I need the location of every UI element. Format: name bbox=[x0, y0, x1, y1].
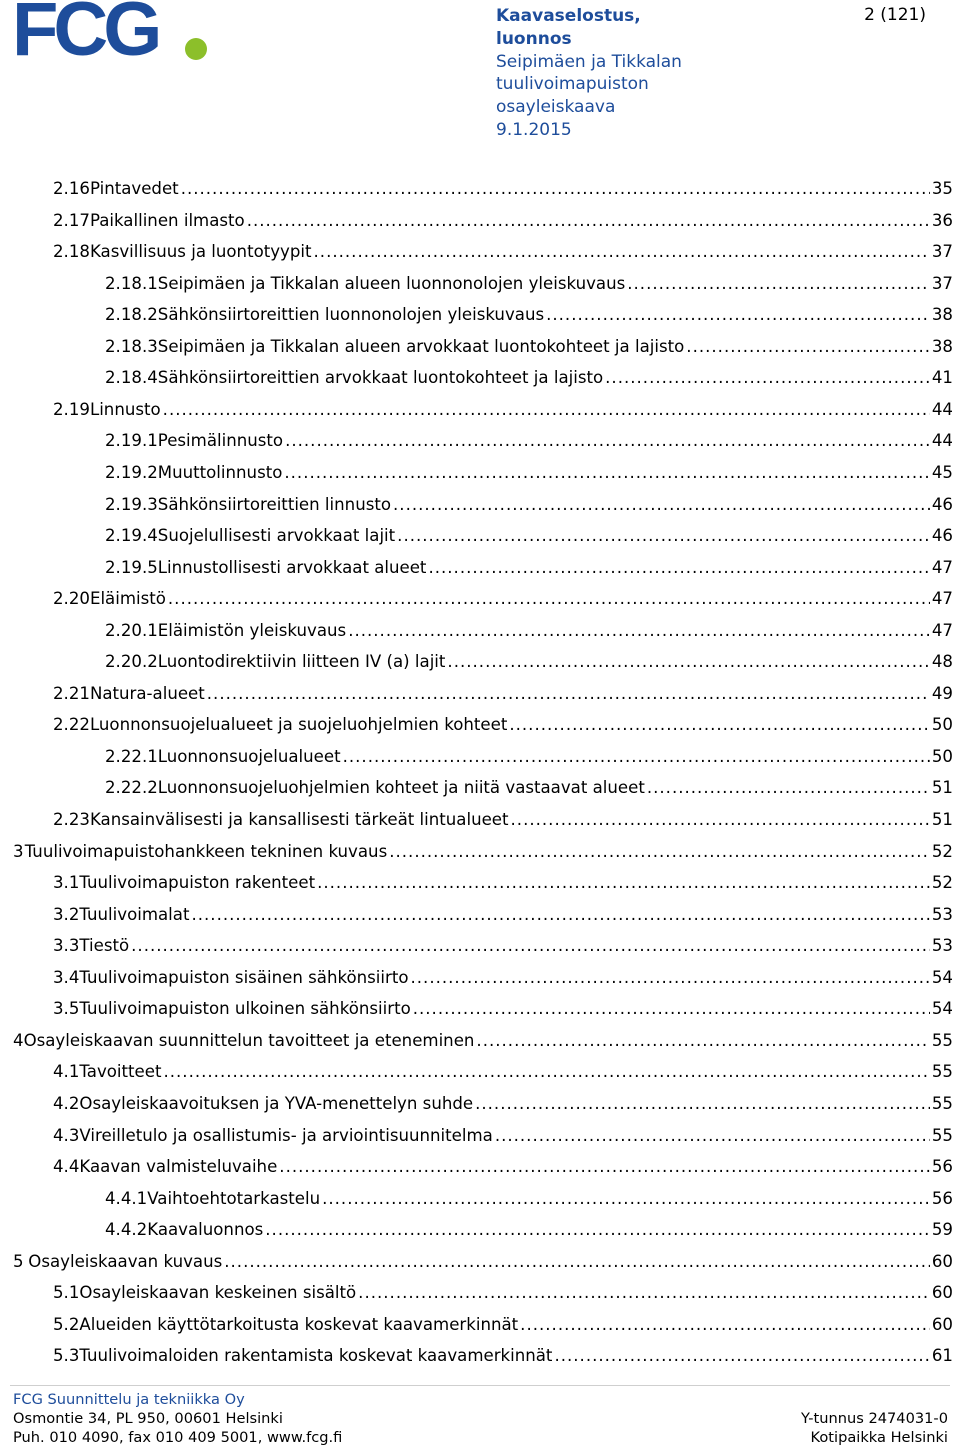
toc-entry-number: 5 bbox=[13, 1251, 24, 1271]
toc-entry[interactable] bbox=[0, 1157, 960, 1187]
toc-dot-leader bbox=[314, 242, 930, 261]
toc-dot-leader bbox=[475, 1094, 930, 1113]
toc-entry[interactable] bbox=[0, 337, 960, 367]
toc-entry-page: 61 bbox=[931, 1346, 953, 1366]
toc-entry-page: 44 bbox=[931, 431, 953, 451]
toc-entry-number: 2.16 bbox=[53, 179, 90, 198]
toc-entry[interactable] bbox=[0, 495, 960, 525]
footer-business-id: Y-tunnus 2474031-0 bbox=[801, 1410, 948, 1427]
toc-entry[interactable] bbox=[0, 873, 960, 903]
footer-address: Osmontie 34, PL 950, 00601 Helsinki bbox=[13, 1410, 283, 1427]
toc-entry-page: 47 bbox=[931, 620, 953, 640]
toc-entry[interactable] bbox=[0, 1283, 960, 1313]
toc-entry-number: 3.1 bbox=[53, 873, 80, 893]
toc-dot-leader bbox=[447, 652, 929, 671]
toc-entry-title: Seipimäen ja Tikkalan alueen arvokkaat luontokohteet ja lajisto bbox=[157, 336, 685, 356]
toc-entry[interactable] bbox=[0, 747, 960, 777]
toc-dot-leader bbox=[476, 1031, 929, 1050]
toc-entry-number: 2.20.1 bbox=[105, 620, 158, 640]
subtitle-line-2: tuulivoimapuiston bbox=[496, 74, 649, 95]
toc-entry-number: 5.2 bbox=[53, 1314, 80, 1334]
page-footer bbox=[13, 1390, 948, 1447]
title-line-2: luonnos bbox=[496, 28, 572, 49]
toc-entry-page: 45 bbox=[931, 462, 953, 482]
toc-dot-leader bbox=[428, 558, 929, 577]
toc-entry-page: 41 bbox=[931, 368, 953, 388]
toc-dot-leader bbox=[163, 1062, 929, 1081]
toc-entry-number: 2.17 bbox=[53, 210, 90, 230]
toc-entry-number: 2.18.2 bbox=[105, 305, 158, 325]
toc-entry-title: Muuttolinnusto bbox=[157, 462, 283, 482]
toc-dot-leader bbox=[284, 463, 930, 482]
toc-entry-page: 52 bbox=[931, 841, 953, 861]
toc-dot-leader bbox=[495, 1126, 930, 1145]
toc-entry[interactable] bbox=[0, 558, 960, 588]
toc-dot-leader bbox=[413, 999, 930, 1018]
toc-entry-number: 3 bbox=[13, 841, 24, 861]
toc-entry[interactable] bbox=[0, 1031, 960, 1061]
toc-entry-number: 2.19.1 bbox=[105, 431, 158, 451]
logo-wordmark: FCG bbox=[12, 0, 158, 72]
toc-entry-number: 2.18.4 bbox=[105, 368, 158, 388]
toc-entry-title: Tuulivoimapuiston sisäinen sähkönsiirto bbox=[79, 967, 409, 987]
toc-entry-title: Suojelullisesti arvokkaat lajit bbox=[157, 526, 396, 546]
toc-entry-page: 60 bbox=[931, 1251, 953, 1271]
toc-entry-number: 2.19 bbox=[53, 399, 90, 419]
subtitle-line-1: Seipimäen ja Tikkalan bbox=[496, 51, 682, 72]
toc-dot-leader bbox=[181, 179, 930, 198]
footer-contact: Puh. 010 4090, fax 010 409 5001, www.fcg.fi bbox=[13, 1429, 343, 1446]
toc-entry-page: 56 bbox=[931, 1188, 953, 1208]
toc-entry-page: 50 bbox=[931, 715, 953, 735]
document-date: 9.1.2015 bbox=[496, 119, 572, 140]
toc-entry-number: 2.20.2 bbox=[105, 652, 158, 672]
toc-entry-number: 4.2 bbox=[53, 1093, 80, 1113]
toc-entry-number: 2.22.2 bbox=[105, 778, 158, 798]
toc-entry-number: 2.19.4 bbox=[105, 526, 158, 546]
toc-entry-title: Kansainvälisesti ja kansallisesti tärkeät lintualueet bbox=[89, 810, 509, 829]
toc-entry-title: Pesimälinnusto bbox=[157, 431, 284, 451]
toc-entry-page: 53 bbox=[931, 904, 953, 924]
toc-dot-leader bbox=[647, 778, 930, 797]
toc-entry-page: 55 bbox=[931, 1030, 953, 1050]
toc-entry-page: 54 bbox=[931, 999, 953, 1019]
toc-entry-number: 3.5 bbox=[53, 999, 80, 1019]
toc-entry[interactable] bbox=[0, 1126, 960, 1156]
toc-entry-page: 51 bbox=[931, 810, 953, 829]
toc-entry-title: Tavoitteet bbox=[79, 1062, 162, 1082]
toc-dot-leader bbox=[224, 1252, 930, 1271]
toc-entry-title: Kaavaluonnos bbox=[147, 1220, 264, 1240]
toc-dot-leader bbox=[279, 1157, 930, 1176]
toc-entry[interactable] bbox=[0, 431, 960, 461]
toc-entry-number: 4.3 bbox=[53, 1125, 80, 1145]
toc-entry[interactable] bbox=[0, 715, 960, 745]
toc-entry-number: 2.18.3 bbox=[105, 336, 158, 356]
toc-entry[interactable] bbox=[0, 1252, 960, 1282]
toc-dot-leader bbox=[511, 810, 930, 829]
toc-entry-number: 2.20 bbox=[53, 589, 90, 609]
toc-entry[interactable] bbox=[0, 526, 960, 556]
title-line-1: Kaavaselostus, bbox=[496, 6, 641, 26]
toc-entry-title: Natura-alueet bbox=[89, 683, 205, 703]
toc-entry[interactable] bbox=[0, 211, 960, 241]
toc-entry-number: 2.18.1 bbox=[105, 273, 158, 293]
toc-entry-title: Seipimäen ja Tikkalan alueen luonnonolojen yleiskuvaus bbox=[157, 273, 626, 293]
toc-entry-title: Linnusto bbox=[89, 399, 161, 419]
toc-entry-number: 2.22 bbox=[53, 715, 90, 735]
toc-entry-number: 5.1 bbox=[53, 1283, 80, 1303]
toc-entry-page: 49 bbox=[931, 683, 953, 703]
toc-entry-title: Tuulivoimapuiston ulkoinen sähkönsiirto bbox=[79, 999, 411, 1019]
toc-dot-leader bbox=[348, 621, 930, 640]
toc-entry[interactable] bbox=[0, 1220, 960, 1250]
toc-entry-page: 59 bbox=[931, 1220, 953, 1240]
toc-entry-title: Tuulivoimaloiden rakentamista koskevat kaavamerkinnät bbox=[79, 1346, 553, 1366]
toc-entry-page: 38 bbox=[931, 336, 953, 356]
toc-entry-number: 4.4 bbox=[53, 1157, 80, 1177]
toc-dot-leader bbox=[343, 747, 930, 766]
toc-entry[interactable] bbox=[0, 1062, 960, 1092]
toc-entry-title: Luonnonsuojeluohjelmien kohteet ja niitä vastaavat alueet bbox=[157, 778, 645, 798]
toc-entry-title: Sähkönsiirtoreittien luonnonolojen yleiskuvaus bbox=[157, 305, 545, 325]
toc-entry-number: 5.3 bbox=[53, 1346, 80, 1366]
toc-entry-page: 44 bbox=[931, 399, 953, 419]
logo-green-dot bbox=[185, 38, 207, 60]
toc-entry-title: Tuulivoimapuistohankkeen tekninen kuvaus bbox=[24, 841, 388, 861]
toc-dot-leader bbox=[358, 1283, 930, 1302]
toc-dot-leader bbox=[168, 589, 930, 608]
toc-dot-leader bbox=[554, 1346, 929, 1365]
toc-entry-title: Linnustollisesti arvokkaat alueet bbox=[157, 557, 427, 577]
toc-entry-title: Luontodirektiivin liitteen IV (a) lajit bbox=[157, 652, 446, 672]
toc-entry-title: Tiestö bbox=[79, 936, 130, 956]
toc-entry-number: 2.22.1 bbox=[105, 746, 158, 766]
toc-entry-page: 60 bbox=[931, 1314, 953, 1334]
toc-dot-leader bbox=[411, 968, 930, 987]
toc-dot-leader bbox=[207, 684, 930, 703]
toc-dot-leader bbox=[131, 936, 930, 955]
toc-entry-page: 47 bbox=[931, 589, 953, 609]
toc-entry-page: 51 bbox=[931, 778, 953, 798]
footer-company: FCG Suunnittelu ja tekniikka Oy bbox=[13, 1391, 245, 1408]
footer-domicile: Kotipaikka Helsinki bbox=[810, 1429, 948, 1446]
toc-entry-title: Eläimistö bbox=[89, 589, 166, 609]
toc-entry[interactable] bbox=[0, 842, 960, 872]
toc-entry[interactable] bbox=[0, 274, 960, 304]
toc-entry-title: Luonnonsuojelualueet ja suojeluohjelmien kohteet bbox=[89, 715, 508, 735]
toc-dot-leader bbox=[546, 305, 930, 324]
toc-entry-title: Eläimistön yleiskuvaus bbox=[157, 620, 347, 640]
toc-entry-number: 2.21 bbox=[53, 683, 90, 703]
toc-entry[interactable] bbox=[0, 999, 960, 1029]
toc-entry[interactable] bbox=[0, 652, 960, 682]
toc-entry-page: 35 bbox=[931, 179, 953, 198]
toc-entry[interactable] bbox=[0, 1315, 960, 1345]
toc-entry-title: Osayleiskaavan kuvaus bbox=[28, 1251, 223, 1271]
toc-entry-number: 3.2 bbox=[53, 904, 80, 924]
footer-divider bbox=[10, 1385, 950, 1386]
toc-entry-number: 4 bbox=[13, 1030, 24, 1050]
toc-entry[interactable] bbox=[0, 179, 960, 209]
toc-entry[interactable] bbox=[0, 589, 960, 619]
toc-entry-number: 2.19.5 bbox=[105, 557, 158, 577]
toc-dot-leader bbox=[686, 337, 930, 356]
toc-entry-number: 2.19.2 bbox=[105, 462, 158, 482]
toc-entry-page: 53 bbox=[931, 936, 953, 956]
toc-dot-leader bbox=[389, 842, 930, 861]
toc-entry-page: 55 bbox=[931, 1125, 953, 1145]
toc-dot-leader bbox=[317, 873, 930, 892]
toc-entry-page: 56 bbox=[931, 1157, 953, 1177]
toc-entry[interactable] bbox=[0, 684, 960, 714]
toc-entry-title: Sähkönsiirtoreittien linnusto bbox=[157, 494, 392, 514]
toc-entry-title: Luonnonsuojelualueet bbox=[157, 746, 341, 766]
toc-entry-page: 55 bbox=[931, 1062, 953, 1082]
toc-entry[interactable] bbox=[0, 1346, 960, 1376]
toc-entry-title: Pintavedet bbox=[89, 179, 179, 198]
toc-entry-title: Osayleiskaavan keskeinen sisältö bbox=[79, 1283, 357, 1303]
toc-entry-number: 2.19.3 bbox=[105, 494, 158, 514]
toc-entry-page: 37 bbox=[931, 273, 953, 293]
toc-dot-leader bbox=[397, 526, 930, 545]
toc-entry-number: 4.4.1 bbox=[105, 1188, 148, 1208]
toc-entry-page: 60 bbox=[931, 1283, 953, 1303]
toc-entry-title: Vireilletulo ja osallistumis- ja arviointisuunnitelma bbox=[79, 1125, 493, 1145]
toc-entry-number: 4.1 bbox=[53, 1062, 80, 1082]
toc-entry-number: 3.4 bbox=[53, 967, 80, 987]
fcg-logo bbox=[12, 2, 212, 72]
toc-entry[interactable] bbox=[0, 778, 960, 808]
toc-entry-number: 3.3 bbox=[53, 936, 80, 956]
toc-entry-page: 48 bbox=[931, 652, 953, 672]
toc-entry-title: Sähkönsiirtoreittien arvokkaat luontokohteet ja lajisto bbox=[157, 368, 604, 388]
toc-entry-page: 50 bbox=[931, 746, 953, 766]
toc-entry[interactable] bbox=[0, 1094, 960, 1124]
toc-entry[interactable] bbox=[0, 621, 960, 651]
toc-entry-title: Paikallinen ilmasto bbox=[89, 210, 245, 230]
toc-entry-title: Osayleiskaavan suunnittelun tavoitteet ja eteneminen bbox=[23, 1030, 475, 1050]
toc-entry-page: 38 bbox=[931, 305, 953, 325]
toc-entry-title: Osayleiskaavoituksen ja YVA-menettelyn suhde bbox=[79, 1093, 474, 1113]
toc-entry-page: 54 bbox=[931, 967, 953, 987]
toc-dot-leader bbox=[509, 715, 930, 734]
toc-dot-leader bbox=[627, 274, 930, 293]
toc-entry-page: 36 bbox=[931, 210, 953, 230]
toc-entry-title: Tuulivoimapuiston rakenteet bbox=[79, 873, 316, 893]
toc-entry[interactable] bbox=[0, 400, 960, 430]
toc-entry-number: 2.18 bbox=[53, 242, 90, 262]
toc-entry[interactable] bbox=[0, 368, 960, 398]
toc-entry-title: Alueiden käyttötarkoitusta koskevat kaavamerkinnät bbox=[79, 1314, 519, 1334]
toc-entry[interactable] bbox=[0, 810, 960, 840]
toc-entry-number: 2.23 bbox=[53, 810, 90, 829]
page-number: 2 (121) bbox=[864, 5, 926, 25]
toc-entry-page: 46 bbox=[931, 526, 953, 546]
toc-entry[interactable] bbox=[0, 463, 960, 493]
toc-entry-title: Kaavan valmisteluvaihe bbox=[79, 1157, 278, 1177]
toc-dot-leader bbox=[322, 1189, 930, 1208]
toc-dot-leader bbox=[247, 211, 930, 230]
toc-entry-page: 46 bbox=[931, 494, 953, 514]
toc-entry[interactable] bbox=[0, 968, 960, 998]
toc-dot-leader bbox=[520, 1315, 930, 1334]
toc-dot-leader bbox=[605, 368, 930, 387]
toc-entry-number: 4.4.2 bbox=[105, 1220, 148, 1240]
toc-entry-page: 52 bbox=[931, 873, 953, 893]
toc-dot-leader bbox=[285, 431, 930, 450]
toc-entry[interactable] bbox=[0, 1189, 960, 1219]
toc-entry-title: Kasvillisuus ja luontotyypit bbox=[89, 242, 312, 262]
subtitle-line-3: osayleiskaava bbox=[496, 97, 616, 118]
toc-entry[interactable] bbox=[0, 305, 960, 335]
toc-dot-leader bbox=[163, 400, 930, 419]
toc-entry[interactable] bbox=[0, 936, 960, 966]
toc-entry-page: 55 bbox=[931, 1093, 953, 1113]
document-title-block bbox=[496, 5, 682, 142]
toc-entry-title: Vaihtoehtotarkastelu bbox=[147, 1188, 321, 1208]
toc-dot-leader bbox=[191, 905, 929, 924]
toc-dot-leader bbox=[265, 1220, 930, 1239]
toc-entry[interactable] bbox=[0, 905, 960, 935]
toc-entry[interactable] bbox=[0, 242, 960, 272]
toc-entry-page: 37 bbox=[931, 242, 953, 262]
toc-entry-title: Tuulivoimalat bbox=[79, 904, 190, 924]
toc-entry-page: 47 bbox=[931, 557, 953, 577]
toc-dot-leader bbox=[393, 495, 930, 514]
